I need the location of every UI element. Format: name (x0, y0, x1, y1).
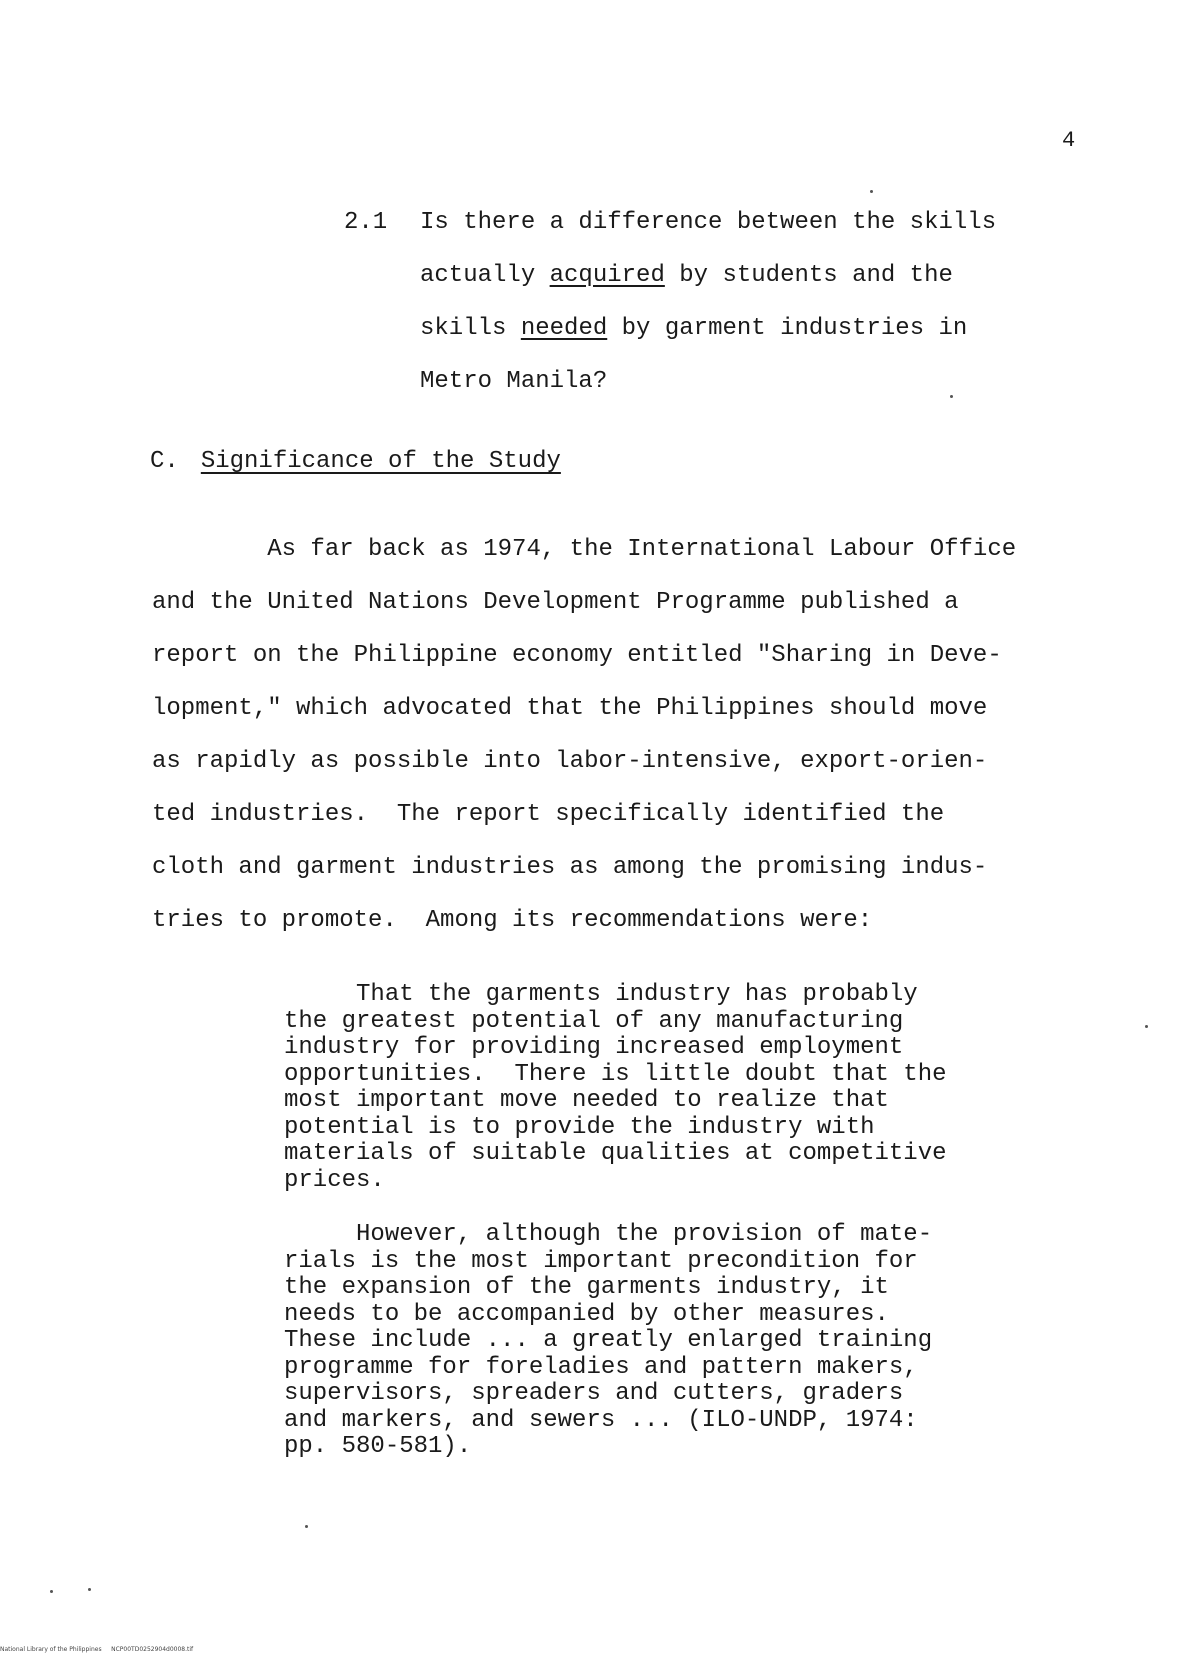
quote-line: potential is to provide the industry with (284, 1113, 875, 1141)
question-text (420, 196, 996, 408)
quote-line: industry for providing increased employment (284, 1034, 904, 1061)
block-quote-1 (284, 982, 947, 1194)
quote-line: That the garments industry has probably (284, 981, 918, 1008)
question-text-segment: Is there a difference between the skills (420, 209, 997, 236)
body-paragraph (152, 523, 1016, 947)
quote-line: the greatest potential of any manufacturing (284, 1007, 904, 1035)
scan-speck (88, 1588, 91, 1591)
scan-speck (870, 190, 873, 193)
quote-line: pp. 580-581). (284, 1433, 472, 1460)
paragraph-line: report on the Philippine economy entitled "Sharing in Deve- (152, 642, 1002, 669)
question-text-segment: Metro Manila? (420, 368, 608, 395)
question-text-segment: by students and the (664, 262, 953, 289)
quote-line: rials is the most important precondition for (284, 1247, 918, 1275)
paragraph-line: as rapidly as possible into labor-intensive, export-orien- (152, 748, 988, 775)
underlined-word-needed: needed (520, 315, 608, 342)
quote-line: needs to be accompanied by other measures. (284, 1300, 889, 1328)
quote-line: opportunities. There is little doubt that the (284, 1060, 947, 1088)
page-number: 4 (1062, 128, 1076, 153)
question-text-segment: by garment industries in (607, 315, 968, 342)
question-line (420, 302, 996, 355)
question-text-segment: actually (420, 262, 550, 289)
paragraph-line: tries to promote. Among its recommendations were: (152, 907, 873, 934)
quote-line: However, although the provision of mate- (284, 1221, 933, 1248)
section-letter: C. (150, 448, 179, 475)
research-question (344, 196, 996, 408)
quote-line: the expansion of the garments industry, it (284, 1274, 889, 1301)
section-title: Significance of the Study (200, 448, 561, 475)
quote-line: and markers, and sewers ... (ILO-UNDP, 1974: (284, 1406, 918, 1434)
scan-speck (50, 1590, 53, 1593)
scan-speck (950, 395, 953, 398)
scan-speck (1145, 1025, 1148, 1028)
quote-line: prices. (284, 1166, 385, 1194)
block-quote-2 (284, 1222, 932, 1461)
underlined-word-acquired: acquired (549, 262, 665, 289)
section-heading (150, 448, 561, 475)
quote-line: These include ... a greatly enlarged training (284, 1327, 933, 1354)
paragraph-line: and the United Nations Development Programme published a (152, 589, 959, 616)
paragraph-line: ted industries. The report specifically identified the (152, 801, 945, 828)
scan-speck (305, 1525, 308, 1528)
quote-line: supervisors, spreaders and cutters, graders (284, 1380, 904, 1407)
question-line (420, 249, 996, 302)
paragraph-line: As far back as 1974, the International Labour Office (152, 536, 1017, 563)
paragraph-line: cloth and garment industries as among the promising indus- (152, 854, 988, 881)
question-text-segment: skills (420, 315, 521, 342)
question-number: 2.1 (344, 209, 388, 236)
quote-line: materials of suitable qualities at competitive (284, 1140, 947, 1167)
question-line (420, 355, 996, 408)
question-line (420, 196, 996, 249)
scan-footer: National Library of the Philippines NCP00TD0252904d0008.tif (0, 1646, 194, 1653)
quote-line: most important move needed to realize that (284, 1087, 889, 1114)
quote-line: programme for foreladies and pattern makers, (284, 1353, 918, 1381)
paragraph-line: lopment," which advocated that the Philippines should move (152, 695, 988, 722)
